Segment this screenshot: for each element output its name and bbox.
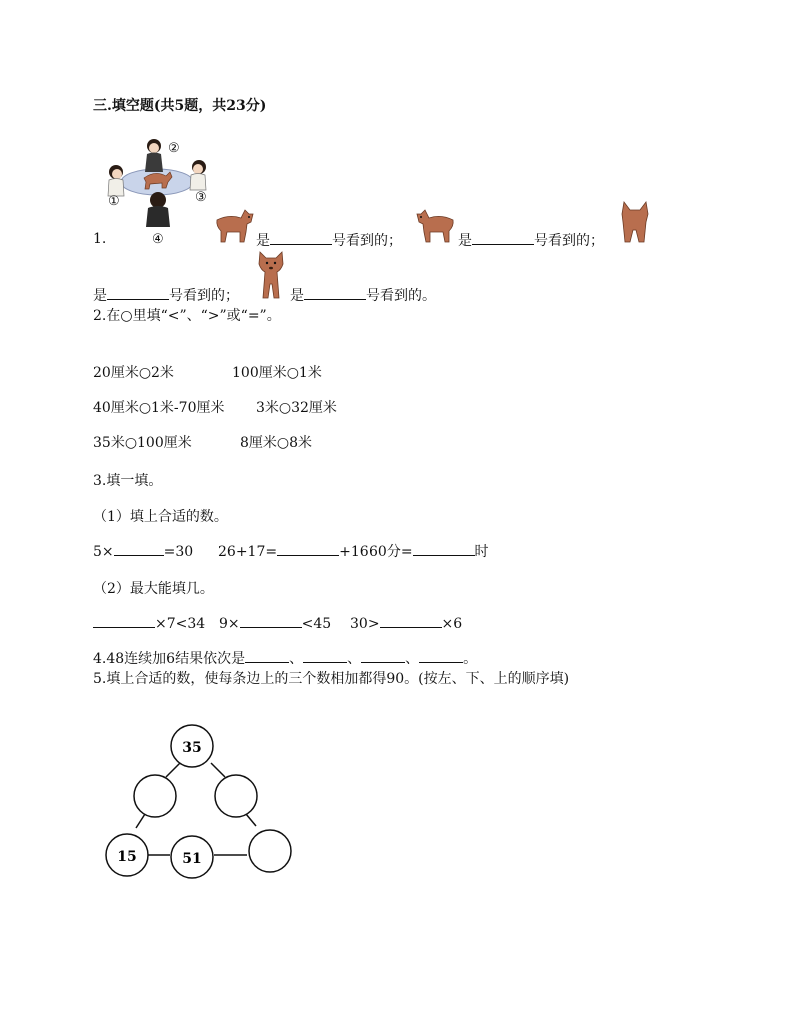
q3-part2-a: ×7<34 bbox=[93, 613, 205, 632]
q5-prompt: 5.填上合适的数，使每条边上的三个数相加都得90。(按左、下、上的顺序填) bbox=[93, 671, 570, 687]
person-4-head bbox=[150, 192, 166, 208]
q3-part1-c: 60分= 时 bbox=[369, 541, 489, 561]
q2-item-4: 3米○32厘米 bbox=[256, 400, 337, 416]
q2-prompt: 2.在○里填“<”、“>”或“=”。 bbox=[93, 308, 281, 324]
value-bottom-left: 15 bbox=[117, 849, 137, 865]
q2-item-3: 40厘米○1米-70厘米 bbox=[93, 400, 225, 416]
q1-blank-3[interactable] bbox=[107, 285, 169, 300]
q2-item-2: 100厘米○1米 bbox=[232, 365, 322, 381]
dog-back-view-icon bbox=[618, 198, 652, 244]
q3-part2-label: （2）最大能填几。 bbox=[93, 581, 214, 597]
q1-blank-4[interactable] bbox=[304, 285, 366, 300]
q2-item-6: 8厘米○8米 bbox=[240, 435, 313, 451]
q1-blank-1[interactable] bbox=[270, 230, 332, 245]
q4-blank-3[interactable] bbox=[361, 648, 405, 663]
dog-side-view-2-icon bbox=[415, 202, 457, 244]
q3-blank-6[interactable] bbox=[380, 613, 442, 628]
label-1: ① bbox=[108, 194, 120, 209]
q2-item-1: 20厘米○2米 bbox=[93, 365, 174, 381]
q2-item-5: 35米○100厘米 bbox=[93, 435, 192, 451]
edge-left-bottom bbox=[136, 814, 145, 828]
circle-left-mid[interactable] bbox=[134, 775, 176, 817]
q4-blank-1[interactable] bbox=[245, 648, 289, 663]
q3-part2-b: 9× <45 bbox=[219, 613, 331, 632]
q1-blank-2[interactable] bbox=[472, 230, 534, 245]
q3-blank-3[interactable] bbox=[413, 541, 475, 556]
q1-number: 1. bbox=[93, 231, 107, 247]
number-triangle-diagram bbox=[100, 720, 300, 880]
q3-part2-c: 30> ×6 bbox=[350, 613, 462, 632]
q1-item2-text: 是 号看到的； bbox=[458, 230, 604, 250]
q1-item1-text: 是 号看到的； bbox=[256, 230, 402, 250]
q3-blank-5[interactable] bbox=[240, 613, 302, 628]
edge-top-right bbox=[211, 763, 225, 777]
label-4: ④ bbox=[152, 232, 164, 247]
q3-blank-1[interactable] bbox=[114, 541, 164, 556]
q3-blank-4[interactable] bbox=[93, 613, 155, 628]
dog-side-view-icon bbox=[213, 202, 255, 244]
value-top: 35 bbox=[182, 740, 202, 756]
label-2: ② bbox=[168, 141, 180, 156]
label-3: ③ bbox=[195, 190, 207, 205]
q1-item3-text: 是 号看到的； bbox=[93, 285, 239, 305]
edge-right-bottom bbox=[246, 814, 256, 826]
circle-bottom-right[interactable] bbox=[249, 830, 291, 872]
q3-part1-label: （1）填上合适的数。 bbox=[93, 509, 228, 525]
q3-part1-b: 26+17= +16 bbox=[218, 541, 369, 560]
dog-front-view-icon bbox=[255, 250, 287, 300]
q4-line: 4.48连续加6结果依次是 、 、 、 。 bbox=[93, 648, 477, 668]
q4-blank-4[interactable] bbox=[419, 648, 463, 663]
q3-blank-2[interactable] bbox=[277, 541, 339, 556]
circle-right-mid[interactable] bbox=[215, 775, 257, 817]
people-around-table-image bbox=[100, 132, 220, 247]
section-title: 三.填空题(共5题，共23分) bbox=[93, 98, 267, 114]
q4-blank-2[interactable] bbox=[303, 648, 347, 663]
q1-item4-text: 是 号看到的。 bbox=[290, 285, 436, 305]
edge-top-left bbox=[166, 763, 180, 777]
q3-part1-a: 5× =30 bbox=[93, 541, 193, 560]
q3-prompt: 3.填一填。 bbox=[93, 473, 163, 489]
value-bottom-mid: 51 bbox=[182, 851, 202, 867]
